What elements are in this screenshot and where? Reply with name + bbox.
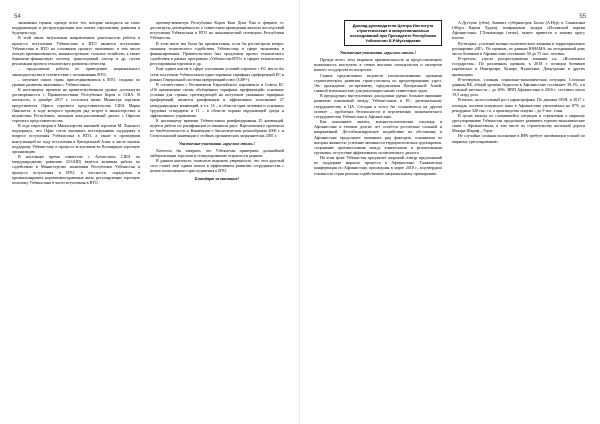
paragraph: Страна предлагаемых ведомств уполномоченными органами стратегического развития стран-участниц по предотвращению угроз. Это пропадение, по-прежнему, предлагаемая Центральной Азией, главной возможностью для реализации наших совместных задач. bbox=[314, 72, 442, 94]
left-column-1 bbox=[12, 20, 140, 416]
paragraph: В этой связи, актуальным направлением деятельности работы в процессе вступления Узбекистана в ВТО является вступление Узбекистана в ВТО на основании процесс экономики, в том числе легкую промышленность, машиностроение, сельское хозяйство, а также банковско-финансовую систему, транспортный сектор и др. путем реализации проекта технического развития отечества. bbox=[12, 35, 140, 67]
paragraph: В-третьих, угроза распространения влияния т.н. «Исламского государства». По различным оценкам, к 2018 г. позиции боевиков укрепились в Нангархаре, Кунаре, Нуристане, Джаузджане и других провинциях. bbox=[452, 56, 585, 77]
paragraph: – продолжение работы по приведению национального законодательства в соответствие с положениями ВТО; bbox=[12, 66, 140, 77]
paragraph: К настоящему времени Узбекистаном ратифицированы 25 конвенций, ведётся работа по ратификации оставшихся двух: Картахенского протокола по биобезопасности к Конвенции о биологическом разнообразии 2000 г. и Стокгольмской конвенции о стойких органических загрязнителях 2001 г. bbox=[150, 117, 284, 139]
paragraph: Хотелось бы заверить, что Узбекистан привержен дальнейшей либерализации торговли и стимулированию открытости рынков. bbox=[150, 147, 284, 158]
paragraph: Во-вторых, усиление военно-политического влияния и территориальное расширение «ИГ». По оценкам, по данным ЮНАМА, на сегодняшний день число боевиков в Афганистане составляет 50 до 75 тыс. человек. bbox=[452, 40, 585, 56]
paragraph: В ходе переговоров в Министерстве внешней торговли М. Линскотт подчеркнул, что Офис готов оказывать всестороннюю поддержку в вопросе вступления Узбекистана в ВТО, а также в проведении консультаций по ходу вступления в Центральной Азии, в числе оказать поддержку Узбекистану в процессе вступления во Всемирную торговую организацию. bbox=[12, 123, 140, 154]
paragraph: В предыдущих выступлениях докладчики удачно большое внимание развитию отношений между Узбекистаном и ЕС, региональному сотрудничеству в ЦА. Сегодня я хотел бы остановиться на другом аспекте – проблемах безопасности и перспективах экономического сотрудничества Узбекистана и Афганистана. bbox=[314, 93, 442, 119]
left-column-2 bbox=[150, 20, 284, 416]
right-page bbox=[300, 0, 600, 424]
report-title-box: Доклад руководителя Центра Института стратегических и межрегиональных исследований при Президенте Республики Узбекистан Б.Р.Мустафаева bbox=[344, 20, 442, 46]
paragraph: В целях выхода из сложившейся ситуации и стремления к мирному урегулированию Узбекистан продолжает развивать торгово-экономические связи с Афганистаном, в том числе по строительству железной дороги Мазари-Шариф – Герат. bbox=[452, 112, 585, 134]
page-number-right: 55 bbox=[579, 14, 586, 20]
address-heading: Уважаемые участники «круглого стола»! bbox=[178, 140, 256, 146]
paragraph: В этом июле мы были бы признательны, если бы рассмотрели вопрос оказания технического содействия Узбекистану в сфере экономики и финансирования. Правительством был предложен проект технического содействия в рамках программы «Узбекистан-ВТО» в сферах технического регулирования торговли и др. bbox=[150, 40, 284, 67]
paragraph: Не случайно сложная положение в ИРА требует активизации усилий по мирному урегулированию. bbox=[452, 133, 585, 144]
paragraph: премьер-министра Республики Корея Ким Донг Ёна в феврале тг, достигнуты договорённости о совместном проведении анализа последствий вступления Узбекистана в ВТО на экономический потенциал Республики Узбекистан. bbox=[150, 20, 284, 41]
paragraph: А.Дустума (убек), бывших губернаторов Балха (А.Нур) и Саманганы (Абдул Карим Худам), возвращение лидера «Исламской партии Афганистана» Г.Хекматияра (пешт), может привести к новому кругу власти. bbox=[452, 20, 585, 41]
paragraph: В-четвертых, сложная социально-экономическая ситуация. Согласно данным ВБ, общий уровень бедности в Афганистане составляет 39,1%, а в сельской местности – до 46%. ВВП Афганистана в 2016 г. составил около 19,5 млрд долл. bbox=[452, 76, 585, 98]
paragraph: В соответствии с Регламентом Европейского парламента и Совета ЕС «Об применении схемы обобщённых тарифных преференций» основные условия для страны, претендующей на получение указанных тарифных преференций, является ратификация и эффективное исполнение 27 международных конвенций, в т.ч. 16 – в области прав человека и основных трудовых стандартов и 11 – в области охраны окружающей среды и эффективного управления. bbox=[150, 81, 284, 118]
paragraph: экономики страны, прежде всего тех, которые находятся на этапе модернизации и реструктуризации или имеют перспективу развития в будущем году. bbox=[12, 20, 140, 36]
address-heading: Уважаемые участники «круглого стола»! bbox=[339, 50, 417, 55]
paragraph: Как показывает анализ, военно-политическая ситуация в Афганистане в течение долгих лет остаётся достаточно сложной и напряжённой. Дестабилизирующее воздействие на обстановку в Афганистане продолжает оказывать ряд факторов, основными из которых являются: усиление активности террористических группировок, сохранение противостояния между этническими и религиозными группами, отсутствие эффективного политического диалога. bbox=[314, 119, 442, 155]
paragraph: К настоящему времени на правительственном уровне достигнуты договорённости с Правительствами Республики Корея и США. В частности, в декабре 2017 г. состоялся визит Министра торговли представителя Офиса торгового представительства США Марка Линскотта, в ходе которого проведён ряд встреч в министерствах и ведомствах Республики, насыщен консультативный диалог с Офисом торгового представительства. bbox=[12, 87, 140, 123]
paragraph: Еще одним шагом в сфере улучшения условий торговли с ЕС могло бы стать получение Узбекистаном односторонних тарифных преференций ЕС в рамках Генеральной системы преференций плюс (GSP+). bbox=[150, 66, 284, 82]
paragraph: – изучение опыта стран, присоединившихся к ВТО, сходных по уровню развития экономики с Узбекистаном. bbox=[12, 76, 140, 87]
paragraph: Прежде всего, хочу выразить признательность за предоставленную возможность выступить в стенах высоких специалистов и экспертов нашего государства по вопросам. bbox=[314, 57, 442, 73]
right-column-1 bbox=[314, 20, 442, 416]
page-number-left: 54 bbox=[14, 14, 21, 20]
closing-thanks: Благодарю за внимание! bbox=[194, 175, 240, 181]
paragraph: В-пятых, колоссальный рост наркотрафика. По данным ООН, в 2017 г. площадь посевов опиумного мака в Афганистане увеличилась на 87% до рекордных 328 тыс. га, а производство опиума – до 9 тыс. тонн. bbox=[452, 97, 585, 113]
paragraph: В настоящее время совместно с Агентством США по международному развитию (USAID) ведётся активная работа по содействию в Министерство экономики Республики Узбекистан в процессе вступления в ВТО, в частности, определить и проанализировать нормативно-правовые акты, регулирующие торговую политику Узбекистана в части вступления в ВТО. bbox=[12, 154, 140, 185]
right-column-2 bbox=[452, 20, 585, 416]
paragraph: В данном контексте, позвольте выразить уверенность, что этот круглый стол станет ещё одним шагом в эффективном развитии сотрудничества с целью полноценного присоединения к ВТО. bbox=[150, 158, 284, 174]
paragraph: На этом фоне Узбекистан предлагает широкий спектр предложений по поддержке мирного процесса в Афганистане. Ташкентская конференция по Афганистану, прошедшая в марте 2018 г., подтвердила готовность стран региона содействовать национальному примирению. bbox=[314, 155, 442, 176]
